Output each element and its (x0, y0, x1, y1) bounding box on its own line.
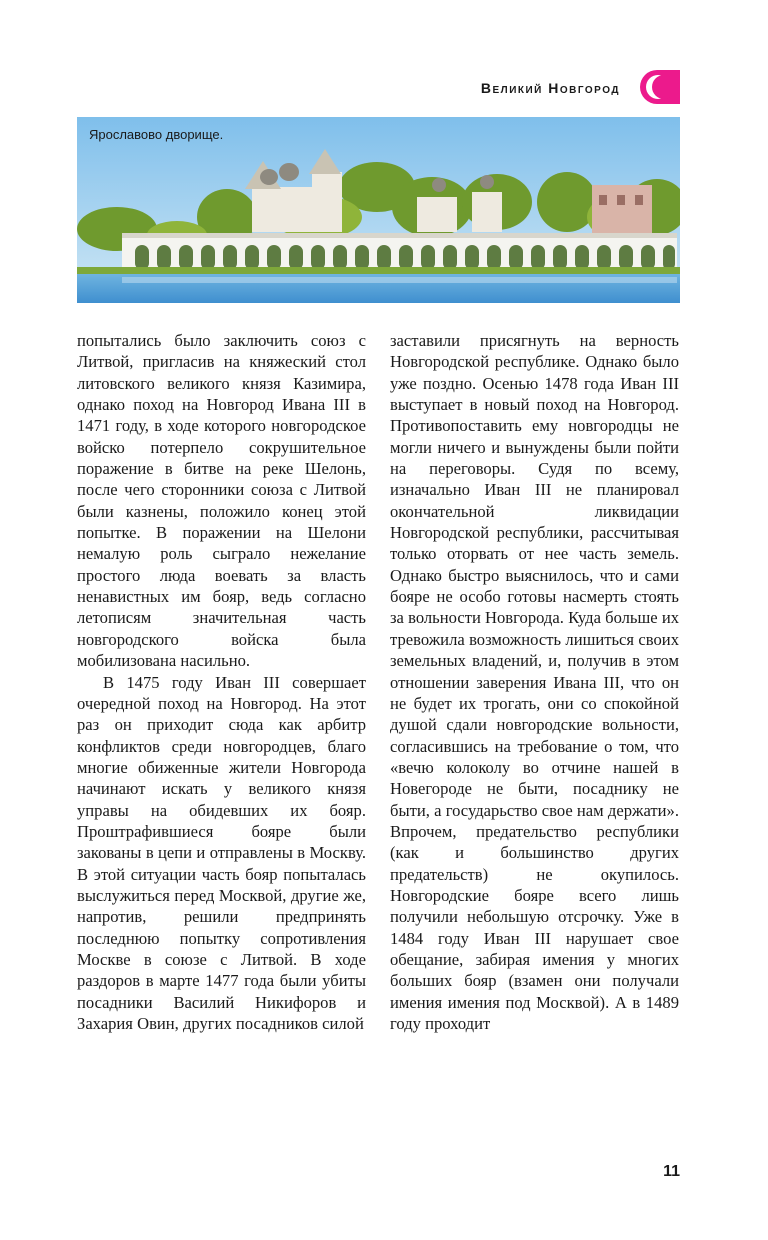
running-head-title: Великий Новгород (480, 80, 620, 96)
photo-caption: Ярославово дворище. (89, 127, 224, 142)
text-column-left (77, 330, 366, 1034)
text-column-right (390, 330, 679, 1034)
paragraph: попытались было заключить союз с Литвой, пригласив на княжеский стол литовского великого князя Казимира, однако поход на Новгород Ивана III в 1471 году, в ходе которого новгородское войско потерпело сокрушительное поражение в битве на реке Шелонь, после чего сторонники союза с Литвой были казнены, положило конец этой попытке. В поражении на Шелони немалую роль сыграло нежелание простого люда воевать за власть ненавистных им бояр, ведь согласно летописям значительная часть новгородского войска была мобилизована насильно. (77, 331, 366, 671)
page-number: 11 (663, 1163, 680, 1180)
paragraph: В 1475 году Иван III совершает очередной поход на Новгород. На этот раз он приходит сюда как арбитр конфликтов среди новгородцев, благо многие обиженные жители Новгорода начинают искать у великого князя управы на обидевших их бояр. Проштрафившиеся бояре были закованы в цепи и отправлены в Москву. В этой ситуации часть бояр попыталась выслужиться перед Москвой, другие же, напротив, решили предпринять последнюю попытку сопротивления Москве в союзе с Литвой. В ходе раздоров в марте 1477 года были убиты посадники Василий Никифоров и Захария Овин, других посадников силой (77, 672, 366, 1033)
section-tab-mark (640, 70, 680, 104)
paragraph: заставили присягнуть на верность Новгородской республике. Однако было уже поздно. Осенью 1478 года Иван III выступает в новый поход на Новгород. Противопоставить ему новгородцы не могли ничего и вынуждены были пойти на переговоры. Судя по всему, изначально Иван III не планировал окончательной ликвидации Новгородской республики, рассчитывая только оторвать от нее часть земель. Однако быстро выяснилось, что и сами бояре не особо готовы насмерть стоять за вольности Новгорода. Куда больше их тревожила возможность лишиться своих земельных владений, и, получив в этом отношении заверения Ивана III, что он не будет их трогать, они со спокойной душой сдали новгородские вольности, согласившись на требование о том, что «вечю колоколу во отчине нашей в Новегороде не быти, посаднику не быти, а государьство свое нам держати». Впрочем, предательство республики (как и большинство других предательств) не окупилось. Новгородские бояре всего лишь получили небольшую отсрочку. Уже в 1484 году Иван III нарушает свое обещание, забирая имения у многих больших бояр (взамен они получали имения имения под Москвой). А в 1489 году проходит (390, 331, 679, 1033)
yaroslav-court-photo (77, 117, 680, 303)
